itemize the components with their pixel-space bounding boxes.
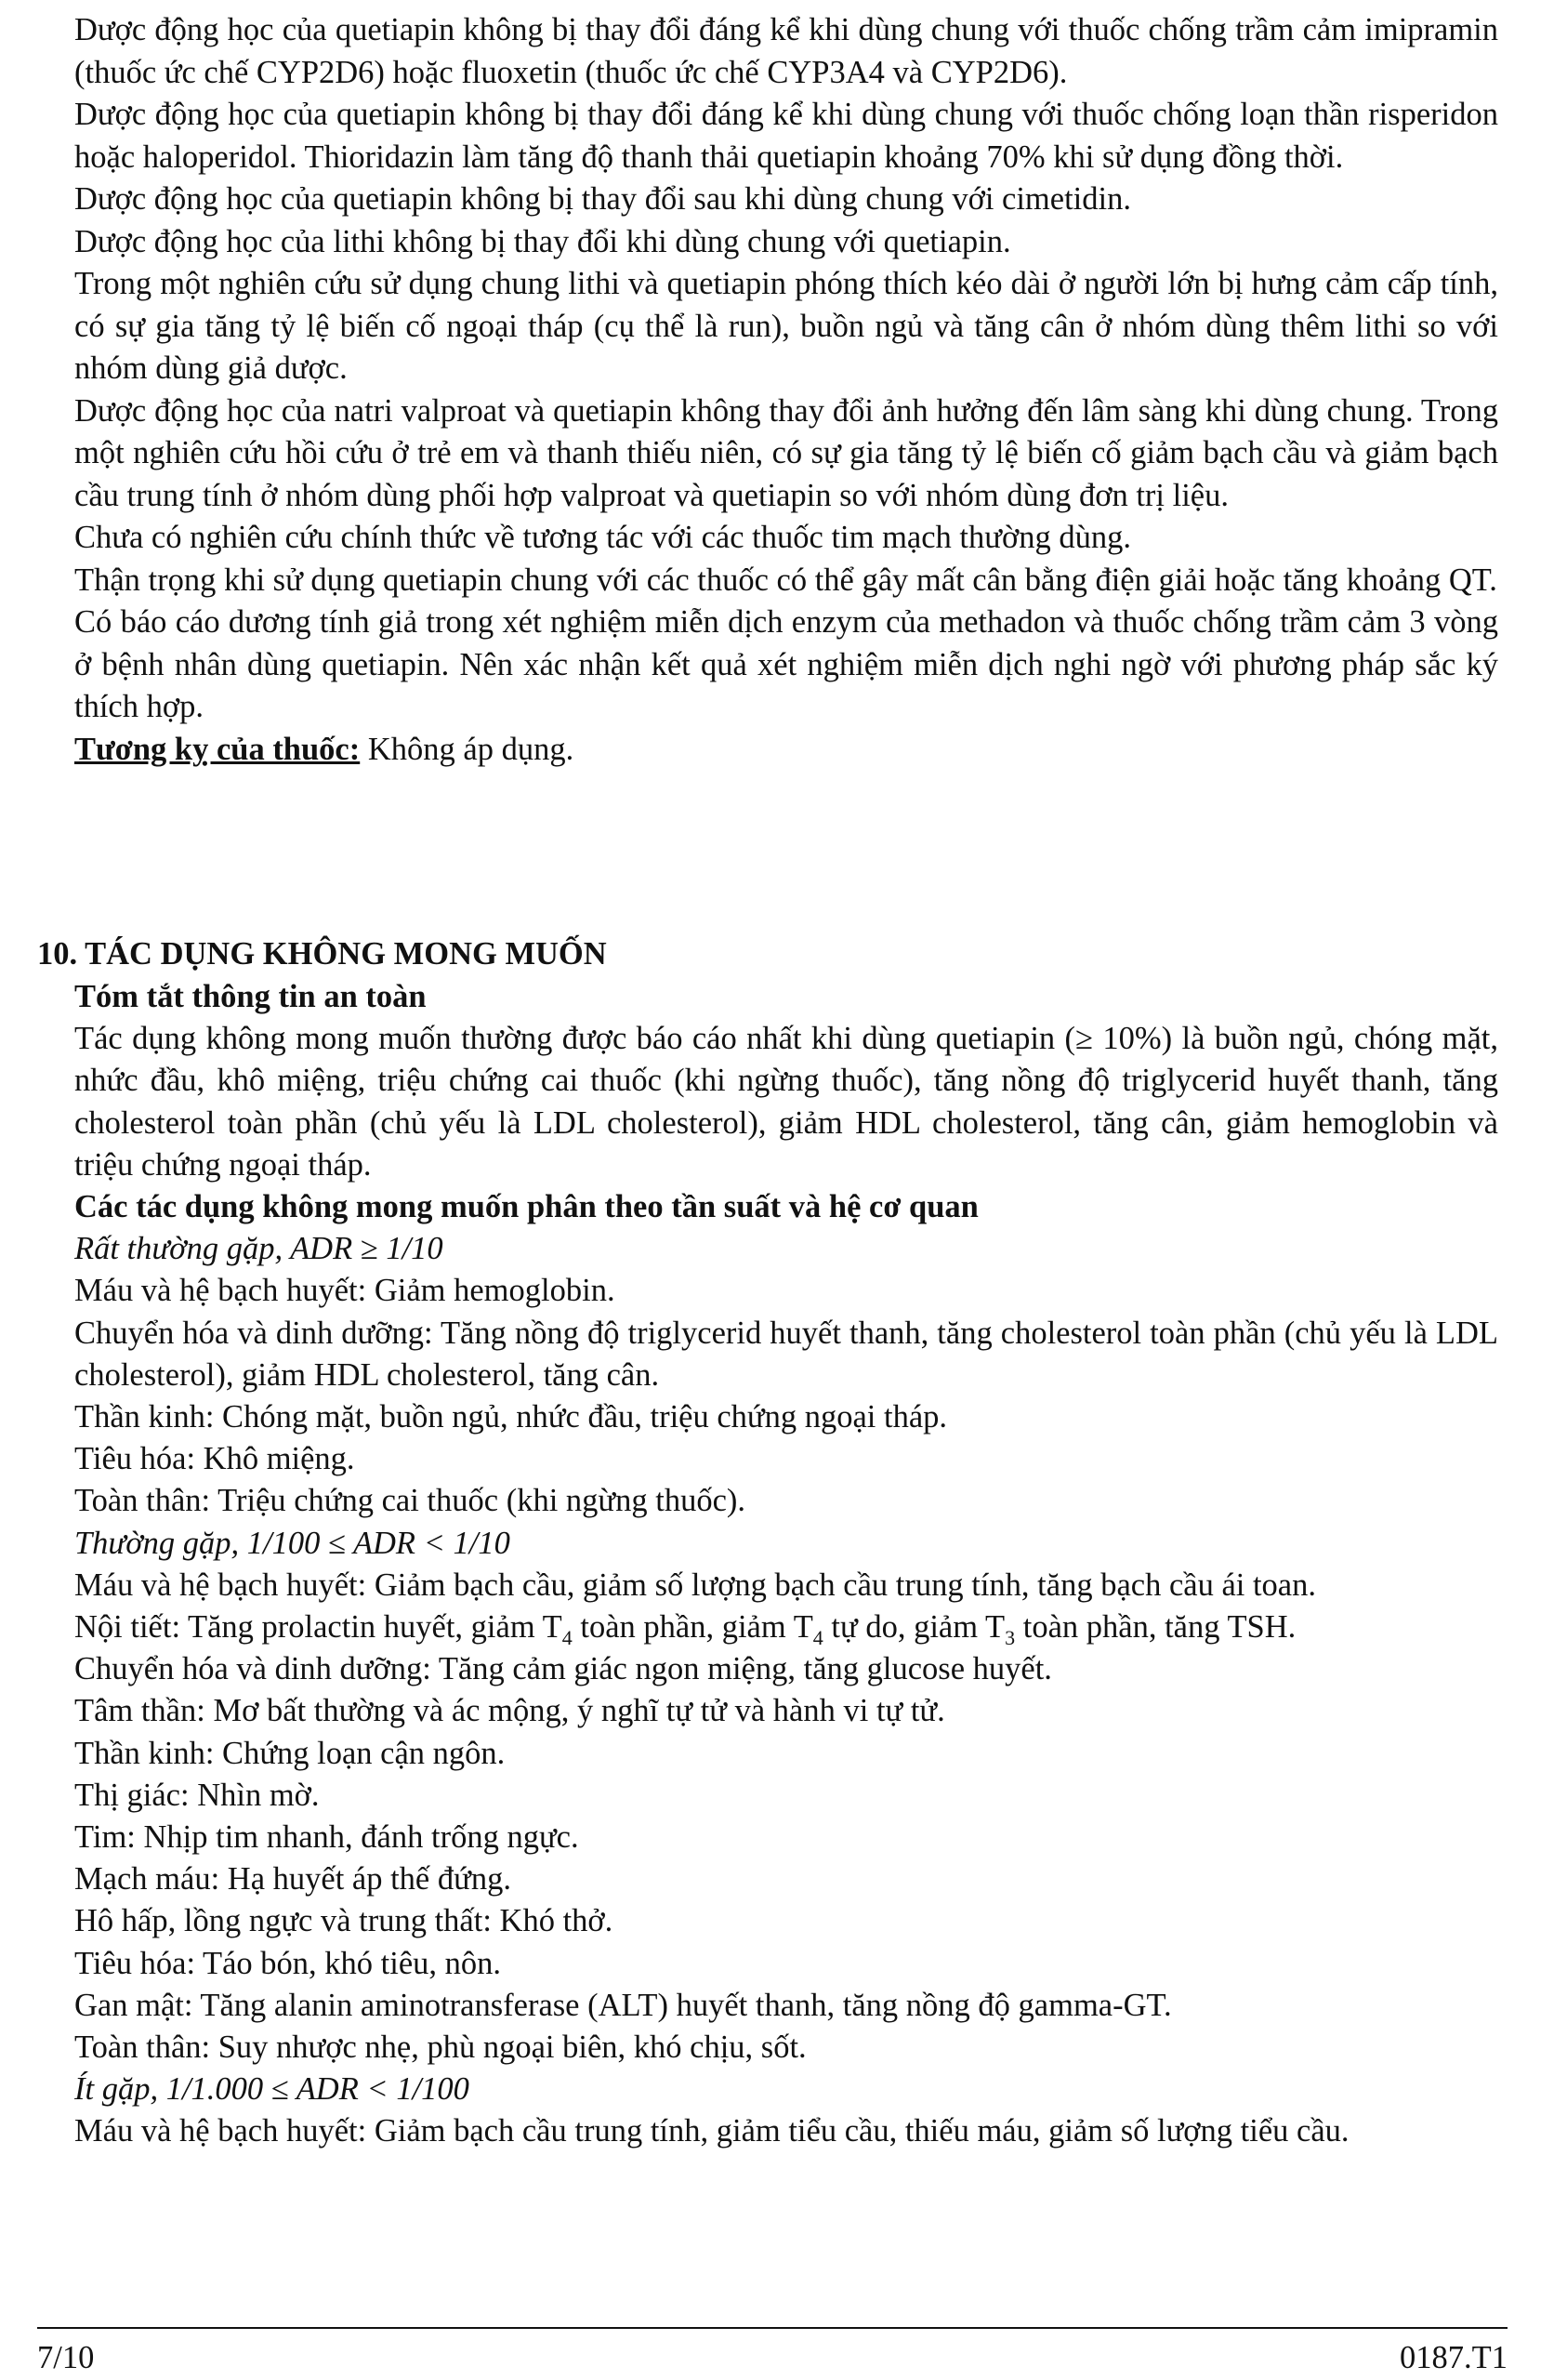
frequency-title: Các tác dụng không mong muốn phân theo tần suất và hệ cơ quan [74, 1189, 979, 1225]
interactions-block [74, 9, 1498, 771]
list-item: Thị giác: Nhìn mờ. [74, 1777, 320, 1813]
paragraph: Thận trọng khi sử dụng quetiapin chung với các thuốc có thể gây mất cân bằng điện giải hoặc tăng khoảng QT. [74, 562, 1497, 598]
list-item: Mạch máu: Hạ huyết áp thế đứng. [74, 1861, 511, 1897]
list-item: Chuyển hóa và dinh dưỡng: Tăng cảm giác ngon miệng, tăng glucose huyết. [74, 1651, 1052, 1687]
summary-title: Tóm tắt thông tin an toàn [74, 979, 427, 1014]
list-item: Máu và hệ bạch huyết: Giảm hemoglobin. [74, 1273, 615, 1309]
paragraph: Dược động học của lithi không bị thay đổi khi dùng chung với quetiapin. [74, 223, 1011, 259]
endocrine-item: Nội tiết: Tăng prolactin huyết, giảm $T_4$ toàn phần, giảm $T_4$ tự do, giảm $T_3$ toàn phần, tăng TSH. [74, 1609, 1297, 1649]
incompatibility-line [74, 729, 1498, 772]
very-common-title: Rất thường gặp, ADR ≥ 1/10 [74, 1231, 443, 1267]
list-item: Thần kinh: Chứng loạn cận ngôn. [74, 1735, 506, 1771]
common-title: Thường gặp, 1/100 ≤ ADR < 1/10 [74, 1525, 510, 1561]
list-item: Tiêu hóa: Khô miệng. [74, 1441, 355, 1477]
paragraph: Dược động học của quetiapin không bị thay đổi sau khi dùng chung với cimetidin. [74, 181, 1131, 217]
adverse-effects-block [74, 976, 1498, 2153]
uncommon-title: Ít gặp, 1/1.000 ≤ ADR < 1/100 [74, 2071, 469, 2108]
list-item: Máu và hệ bạch huyết: Giảm bạch cầu trung tính, giảm tiểu cầu, thiếu máu, giảm số lượng tiểu cầu. [74, 2113, 1350, 2149]
paragraph: Trong một nghiên cứu sử dụng chung lithi và quetiapin phóng thích kéo dài ở người lớn bị hưng cảm cấp tính, có sự gia tăng tỷ lệ biến cố ngoại tháp (cụ thể là run), buồn ngủ và tăng cân ở nhóm dùng thêm lithi so với nhóm dùng giả dược. [74, 266, 1498, 386]
footer-divider [37, 2327, 1508, 2329]
list-item: Toàn thân: Suy nhược nhẹ, phù ngoại biên, khó chịu, sốt. [74, 2030, 807, 2066]
paragraph: Chưa có nghiên cứu chính thức về tương tác với các thuốc tim mạch thường dùng. [74, 520, 1131, 555]
list-item: Toàn thân: Triệu chứng cai thuốc (khi ngừng thuốc). [74, 1483, 745, 1519]
list-item: Gan mật: Tăng alanin aminotransferase (ALT) huyết thanh, tăng nồng độ gamma-GT. [74, 1987, 1172, 2023]
summary-text: Tác dụng không mong muốn thường được báo cáo nhất khi dùng quetiapin (≥ 10%) là buồn ngủ, chóng mặt, nhức đầu, khô miệng, triệu chứng cai thuốc (khi ngừng thuốc), tăng nồng độ triglycerid huyết thanh, tăng cholesterol toàn phần (chủ yếu là LDL cholesterol), giảm HDL cholesterol, tăng cân, giảm hemoglobin và triệu chứng ngoại tháp. [74, 1021, 1498, 1183]
paragraph: Dược động học của natri valproat và quetiapin không thay đổi ảnh hưởng đến lâm sàng khi dùng chung. Trong một nghiên cứu hồi cứu ở trẻ em và thanh thiếu niên, có sự gia tăng tỷ lệ biến cố giảm bạch cầu và giảm bạch cầu trung tính ở nhóm dùng phối hợp valproat và quetiapin so với nhóm dùng đơn trị liệu. [74, 392, 1498, 513]
list-item: Tiêu hóa: Táo bón, khó tiêu, nôn. [74, 1945, 502, 1981]
incompatibility-text: Không áp dụng. [360, 731, 574, 767]
paragraph: Dược động học của quetiapin không bị thay đổi đáng kể khi dùng chung với thuốc chống trầm cảm imipramin (thuốc ức chế CYP2D6) hoặc fluoxetin (thuốc ức chế CYP3A4 và CYP2D6). [74, 12, 1498, 90]
incompatibility-label: Tương kỵ của thuốc: [74, 731, 361, 767]
list-item: Máu và hệ bạch huyết: Giảm bạch cầu, giảm số lượng bạch cầu trung tính, tăng bạch cầu ái toan. [74, 1567, 1316, 1603]
paragraph: Dược động học của quetiapin không bị thay đổi đáng kể khi dùng chung với thuốc chống loạn thần risperidon hoặc haloperidol. Thioridazin làm tăng độ thanh thải quetiapin khoảng 70% khi sử dụng đồng thời. [74, 97, 1498, 175]
paragraph: Có báo cáo dương tính giả trong xét nghiệm miễn dịch enzym của methadon và thuốc chống trầm cảm 3 vòng ở bệnh nhân dùng quetiapin. Nên xác nhận kết quả xét nghiệm miễn dịch nghi ngờ với phương pháp sắc ký thích hợp. [74, 604, 1498, 724]
list-item: Tâm thần: Mơ bất thường và ác mộng, ý nghĩ tự tử và hành vi tự tử. [74, 1693, 945, 1729]
document-code: 0187.T1 [1400, 2340, 1508, 2375]
list-item: Tim: Nhịp tim nhanh, đánh trống ngực. [74, 1819, 579, 1856]
list-item: Thần kinh: Chóng mặt, buồn ngủ, nhức đầu, triệu chứng ngoại tháp. [74, 1399, 948, 1435]
section-heading: 10. TÁC DỤNG KHÔNG MONG MUỐN [37, 936, 607, 972]
list-item: Hô hấp, lồng ngực và trung thất: Khó thở. [74, 1903, 613, 1939]
page-number: 7/10 [37, 2340, 95, 2375]
list-item: Chuyển hóa và dinh dưỡng: Tăng nồng độ triglycerid huyết thanh, tăng cholesterol toàn phần (chủ yếu là LDL cholesterol), giảm HDL cholesterol, tăng cân. [74, 1315, 1498, 1393]
